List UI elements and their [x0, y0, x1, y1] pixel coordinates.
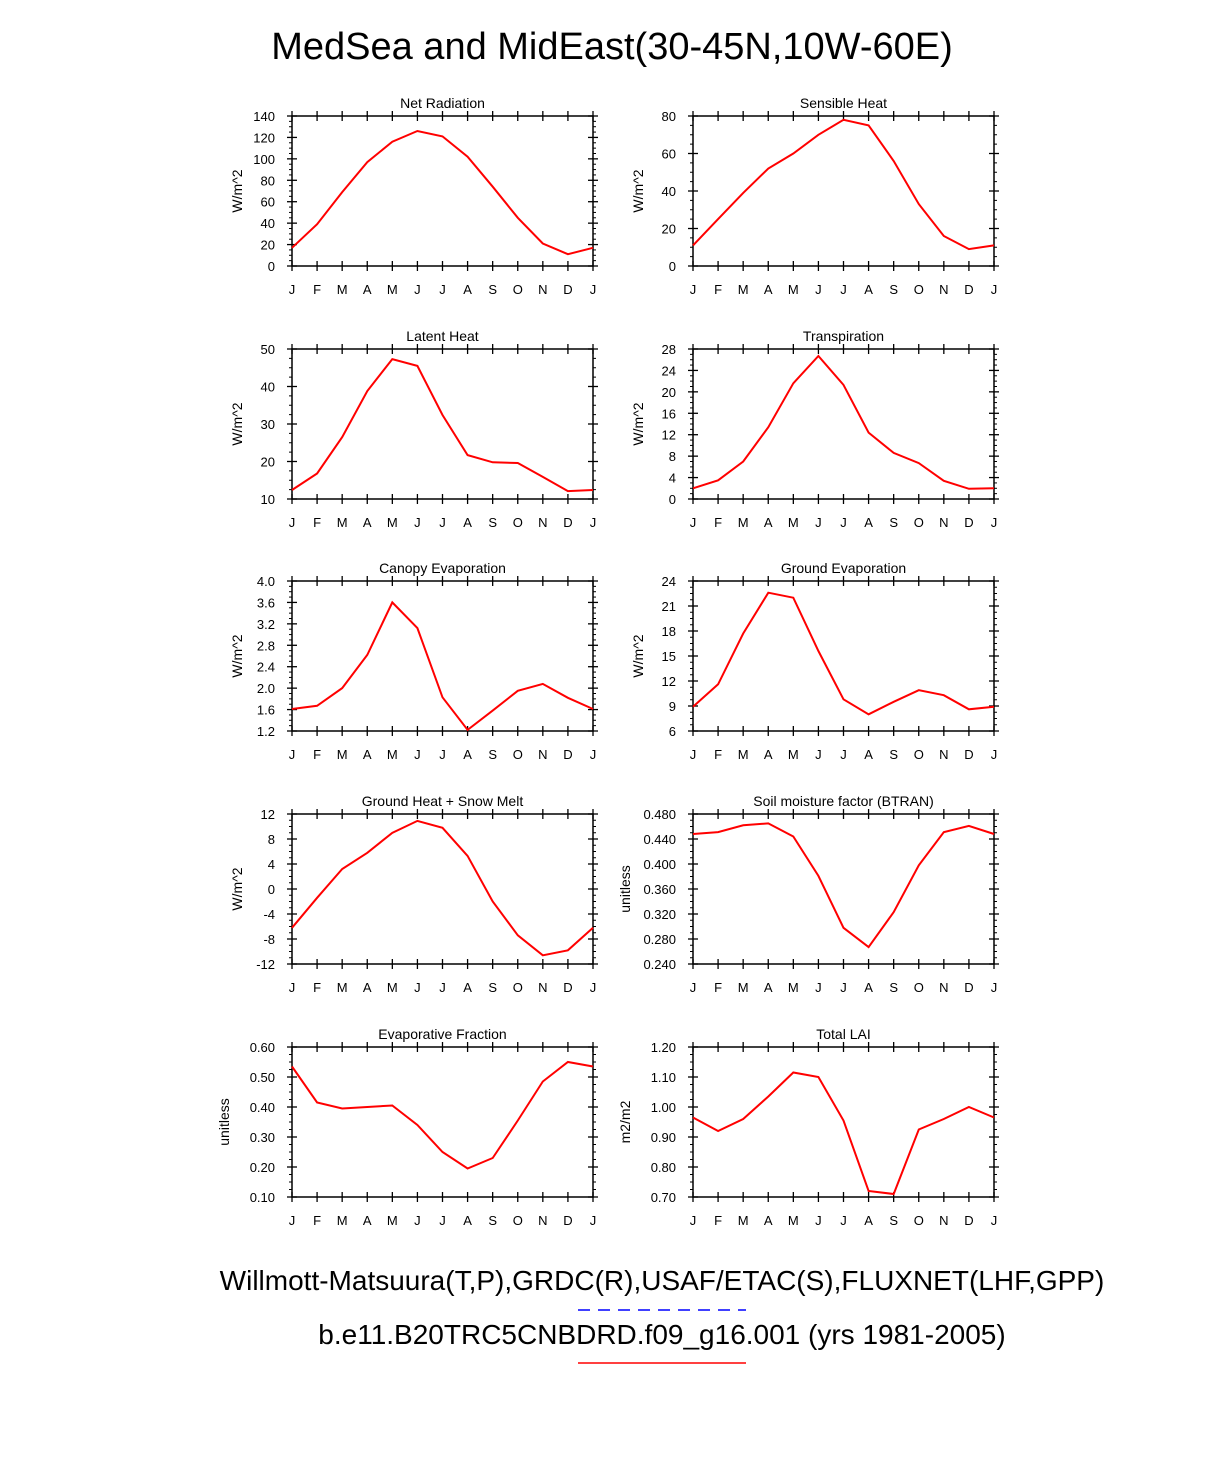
- x-tick-label: J: [689, 515, 697, 530]
- x-tick-label: M: [787, 282, 799, 297]
- x-tick-label: J: [815, 1213, 822, 1228]
- x-tick-label: D: [964, 980, 974, 995]
- y-tick-label: 0: [668, 492, 676, 507]
- y-tick-label: 0.400: [643, 857, 676, 872]
- panel-title: Sensible Heat: [799, 95, 888, 111]
- y-tick-label: 0.10: [249, 1190, 275, 1205]
- model-series-line: [693, 356, 994, 489]
- y-tick-label: 0.480: [643, 807, 676, 822]
- x-tick-label: J: [689, 980, 697, 995]
- panel-latent-heat: [229, 328, 598, 530]
- x-tick-label: F: [714, 747, 723, 762]
- x-tick-label: F: [313, 980, 322, 995]
- panel-soil-moisture-factor-btran-: [617, 793, 999, 995]
- x-tick-label: A: [864, 282, 873, 297]
- x-tick-label: F: [714, 515, 723, 530]
- x-tick-label: S: [889, 980, 899, 995]
- y-tick-label: 1.20: [650, 1040, 676, 1055]
- x-tick-label: A: [463, 282, 472, 297]
- y-tick-label: 3.6: [256, 595, 275, 611]
- y-axis-label: W/m^2: [229, 169, 245, 213]
- model-series-line: [693, 1073, 994, 1195]
- x-tick-label: J: [840, 282, 847, 297]
- y-tick-label: 0.360: [643, 882, 676, 897]
- panel-net-radiation: [229, 95, 598, 297]
- x-tick-label: A: [864, 747, 873, 762]
- x-tick-label: O: [913, 1213, 924, 1228]
- x-tick-label: J: [840, 747, 847, 762]
- y-tick-label: 28: [661, 342, 676, 357]
- y-tick-label: 0.40: [249, 1100, 275, 1115]
- x-tick-label: D: [563, 515, 573, 530]
- x-tick-label: J: [439, 980, 446, 995]
- y-tick-label: 20: [661, 221, 676, 237]
- plot-frame: [693, 349, 994, 499]
- y-tick-label: 12: [260, 807, 275, 822]
- x-tick-label: M: [737, 1213, 749, 1228]
- y-tick-label: -4: [263, 907, 275, 922]
- y-tick-label: 80: [661, 109, 676, 124]
- y-tick-label: 40: [260, 216, 275, 232]
- y-axis-label: W/m^2: [229, 867, 245, 911]
- y-tick-label: 4: [267, 857, 275, 872]
- x-tick-label: F: [714, 980, 723, 995]
- x-tick-label: D: [563, 747, 573, 762]
- y-tick-label: 0: [267, 259, 275, 274]
- x-tick-label: A: [763, 747, 773, 762]
- x-tick-label: S: [488, 515, 498, 530]
- x-tick-label: A: [362, 1213, 372, 1228]
- x-tick-label: J: [815, 747, 822, 762]
- x-tick-label: S: [488, 1213, 498, 1228]
- y-tick-label: 24: [661, 363, 676, 379]
- x-tick-label: M: [737, 515, 749, 530]
- x-tick-label: J: [689, 747, 697, 762]
- y-tick-label: 2.4: [256, 659, 275, 675]
- x-tick-label: M: [336, 282, 348, 297]
- x-tick-label: J: [414, 747, 421, 762]
- x-tick-label: S: [889, 747, 899, 762]
- x-tick-label: F: [714, 282, 723, 297]
- panel-canopy-evaporation: [229, 560, 598, 762]
- x-tick-label: S: [488, 980, 498, 995]
- x-tick-label: J: [439, 1213, 446, 1228]
- y-tick-label: 120: [253, 130, 275, 146]
- x-tick-label: A: [763, 515, 773, 530]
- y-tick-label: 0.440: [643, 832, 676, 847]
- x-tick-label: N: [939, 747, 949, 762]
- plot-frame: [292, 814, 593, 964]
- legend-label-observations: Willmott-Matsuura(T,P),GRDC(R),USAF/ETAC(S),FLUXNET(LHF,GPP): [219, 1265, 1105, 1296]
- y-tick-label: 4.0: [256, 574, 275, 589]
- y-tick-label: 30: [260, 417, 275, 432]
- y-tick-label: 10: [260, 492, 275, 507]
- x-tick-label: J: [990, 747, 998, 762]
- y-axis-label: m2/m2: [617, 1100, 633, 1144]
- x-tick-label: A: [463, 515, 472, 530]
- x-tick-label: J: [589, 980, 597, 995]
- x-tick-label: M: [336, 980, 348, 995]
- x-tick-label: J: [840, 980, 847, 995]
- model-series-line: [292, 131, 593, 254]
- panel-sensible-heat: [630, 95, 999, 297]
- x-tick-label: S: [889, 515, 899, 530]
- y-tick-label: 1.2: [256, 724, 275, 739]
- y-tick-label: 0.70: [650, 1190, 676, 1205]
- y-tick-label: 15: [661, 649, 676, 664]
- x-tick-label: A: [362, 747, 372, 762]
- x-tick-label: A: [864, 1213, 873, 1228]
- x-tick-label: J: [414, 282, 421, 297]
- y-tick-label: 100: [253, 151, 275, 167]
- plot-frame: [292, 349, 593, 499]
- x-tick-label: M: [787, 1213, 799, 1228]
- x-tick-label: O: [913, 747, 924, 762]
- y-tick-label: 9: [668, 699, 676, 714]
- x-tick-label: A: [463, 747, 472, 762]
- x-tick-label: O: [913, 515, 924, 530]
- x-tick-label: D: [563, 282, 573, 297]
- x-tick-label: J: [589, 515, 597, 530]
- x-tick-label: M: [336, 515, 348, 530]
- x-tick-label: D: [563, 1213, 573, 1228]
- y-tick-label: 12: [661, 427, 676, 443]
- y-tick-label: 0: [668, 259, 676, 274]
- y-axis-label: W/m^2: [229, 634, 245, 678]
- y-tick-label: 0.20: [249, 1160, 275, 1175]
- x-tick-label: O: [913, 980, 924, 995]
- x-tick-label: M: [737, 282, 749, 297]
- x-tick-label: F: [313, 747, 322, 762]
- x-tick-label: A: [763, 1213, 773, 1228]
- x-tick-label: A: [763, 282, 773, 297]
- x-tick-label: J: [990, 515, 998, 530]
- y-tick-label: -12: [256, 957, 275, 972]
- x-tick-label: N: [939, 1213, 949, 1228]
- model-series-line: [693, 823, 994, 947]
- model-series-line: [292, 821, 593, 955]
- plot-frame: [292, 581, 593, 731]
- y-tick-label: 20: [260, 454, 275, 470]
- y-tick-label: 0.320: [643, 907, 676, 922]
- y-tick-label: 0: [267, 882, 275, 897]
- x-tick-label: J: [689, 282, 697, 297]
- x-tick-label: S: [889, 1213, 899, 1228]
- y-tick-label: 16: [661, 406, 676, 422]
- x-tick-label: J: [990, 282, 998, 297]
- x-tick-label: J: [414, 1213, 421, 1228]
- y-tick-label: 0.280: [643, 932, 676, 947]
- model-series-line: [693, 120, 994, 249]
- y-tick-label: 0.50: [249, 1070, 275, 1085]
- x-tick-label: M: [787, 980, 799, 995]
- y-tick-label: 12: [661, 674, 676, 689]
- y-tick-label: 40: [661, 184, 676, 199]
- x-tick-label: N: [538, 282, 548, 297]
- x-tick-label: J: [439, 282, 446, 297]
- x-tick-label: J: [439, 515, 446, 530]
- x-tick-label: A: [362, 515, 372, 530]
- x-tick-label: J: [288, 1213, 296, 1228]
- x-tick-label: S: [488, 282, 498, 297]
- panel-title: Net Radiation: [400, 95, 485, 111]
- y-tick-label: 60: [661, 146, 676, 162]
- x-tick-label: M: [787, 747, 799, 762]
- panel-title: Latent Heat: [406, 328, 479, 344]
- y-tick-label: 0.90: [650, 1130, 676, 1145]
- y-tick-label: 0.80: [650, 1160, 676, 1175]
- plot-frame: [693, 116, 994, 266]
- y-tick-label: 1.00: [650, 1100, 676, 1115]
- x-tick-label: F: [714, 1213, 723, 1228]
- panel-total-lai: [617, 1026, 999, 1228]
- x-tick-label: J: [589, 282, 597, 297]
- x-tick-label: J: [288, 980, 296, 995]
- y-axis-label: W/m^2: [630, 402, 646, 446]
- x-tick-label: N: [939, 980, 949, 995]
- y-axis-label: W/m^2: [229, 402, 245, 446]
- x-tick-label: M: [737, 747, 749, 762]
- y-tick-label: 6: [668, 724, 676, 739]
- y-tick-label: 20: [260, 237, 275, 253]
- x-tick-label: O: [512, 747, 523, 762]
- x-tick-label: M: [336, 747, 348, 762]
- y-tick-label: 21: [661, 599, 676, 614]
- y-axis-label: W/m^2: [630, 169, 646, 213]
- x-tick-label: F: [313, 282, 322, 297]
- x-tick-label: J: [990, 980, 998, 995]
- y-axis-label: unitless: [216, 1098, 232, 1146]
- panel-evaporative-fraction: [216, 1026, 598, 1228]
- panel-transpiration: [630, 328, 999, 530]
- plot-frame: [693, 581, 994, 731]
- plot-frame: [292, 1047, 593, 1197]
- model-series-line: [292, 602, 593, 730]
- y-tick-label: -8: [263, 932, 275, 947]
- y-tick-label: 140: [253, 109, 275, 124]
- y-tick-label: 3.2: [256, 616, 275, 632]
- x-tick-label: J: [589, 747, 597, 762]
- y-axis-label: W/m^2: [630, 634, 646, 678]
- x-tick-label: M: [386, 1213, 398, 1228]
- panel-ground-heat-snow-melt: [229, 793, 598, 995]
- x-tick-label: N: [939, 515, 949, 530]
- x-tick-label: A: [763, 980, 773, 995]
- x-tick-label: M: [386, 282, 398, 297]
- plot-frame: [693, 814, 994, 964]
- panel-title: Canopy Evaporation: [379, 560, 506, 576]
- x-tick-label: M: [386, 515, 398, 530]
- x-tick-label: J: [815, 980, 822, 995]
- panel-ground-evaporation: [630, 560, 999, 762]
- x-tick-label: N: [939, 282, 949, 297]
- x-tick-label: M: [737, 980, 749, 995]
- panel-title: Ground Evaporation: [780, 560, 907, 576]
- model-series-line: [292, 359, 593, 491]
- panel-title: Transpiration: [802, 328, 885, 344]
- figure-title: MedSea and MidEast(30-45N,10W-60E): [271, 26, 953, 68]
- y-tick-label: 18: [661, 624, 676, 639]
- x-tick-label: J: [439, 747, 446, 762]
- x-tick-label: J: [414, 980, 421, 995]
- legend-label-model: b.e11.B20TRC5CNBDRD.f09_g16.001 (yrs 1981-2005): [318, 1319, 1006, 1350]
- y-tick-label: 50: [260, 342, 275, 357]
- y-tick-label: 80: [260, 173, 275, 189]
- x-tick-label: N: [538, 747, 548, 762]
- x-tick-label: F: [313, 515, 322, 530]
- x-tick-label: J: [288, 515, 296, 530]
- panel-title: Ground Heat + Snow Melt: [361, 793, 524, 809]
- x-tick-label: J: [288, 282, 296, 297]
- model-series-line: [292, 1062, 593, 1169]
- x-tick-label: O: [512, 1213, 523, 1228]
- y-tick-label: 4: [668, 470, 676, 486]
- x-tick-label: J: [815, 282, 822, 297]
- x-tick-label: M: [386, 747, 398, 762]
- x-tick-label: O: [512, 515, 523, 530]
- x-tick-label: D: [964, 515, 974, 530]
- x-tick-label: D: [964, 282, 974, 297]
- x-tick-label: A: [362, 980, 372, 995]
- x-tick-label: M: [787, 515, 799, 530]
- x-tick-label: J: [840, 515, 847, 530]
- y-tick-label: 1.10: [650, 1070, 676, 1085]
- x-tick-label: A: [864, 980, 873, 995]
- x-tick-label: O: [913, 282, 924, 297]
- x-tick-label: J: [288, 747, 296, 762]
- x-tick-label: A: [864, 515, 873, 530]
- x-tick-label: J: [589, 1213, 597, 1228]
- panel-title: Evaporative Fraction: [378, 1026, 507, 1042]
- plot-frame: [292, 116, 593, 266]
- y-tick-label: 2.8: [256, 638, 275, 654]
- x-tick-label: A: [362, 282, 372, 297]
- y-tick-label: 0.60: [249, 1040, 275, 1055]
- x-tick-label: J: [414, 515, 421, 530]
- y-tick-label: 40: [260, 379, 275, 395]
- x-tick-label: N: [538, 1213, 548, 1228]
- y-tick-label: 24: [661, 574, 676, 589]
- x-tick-label: F: [313, 1213, 322, 1228]
- y-tick-label: 0.30: [249, 1130, 275, 1145]
- y-tick-label: 20: [661, 384, 676, 400]
- y-tick-label: 2.0: [256, 681, 275, 697]
- x-tick-label: J: [840, 1213, 847, 1228]
- x-tick-label: O: [512, 980, 523, 995]
- panel-title: Soil moisture factor (BTRAN): [753, 793, 934, 809]
- x-tick-label: S: [889, 282, 899, 297]
- x-tick-label: D: [964, 747, 974, 762]
- x-tick-label: O: [512, 282, 523, 297]
- x-tick-label: J: [815, 515, 822, 530]
- x-tick-label: J: [689, 1213, 697, 1228]
- x-tick-label: D: [964, 1213, 974, 1228]
- x-tick-label: N: [538, 980, 548, 995]
- x-tick-label: A: [463, 1213, 472, 1228]
- x-tick-label: S: [488, 747, 498, 762]
- y-tick-label: 8: [668, 449, 676, 465]
- panel-title: Total LAI: [816, 1026, 871, 1042]
- x-tick-label: M: [386, 980, 398, 995]
- x-tick-label: D: [563, 980, 573, 995]
- y-tick-label: 0.240: [643, 957, 676, 972]
- y-tick-label: 1.6: [256, 702, 275, 718]
- x-tick-label: M: [336, 1213, 348, 1228]
- x-tick-label: J: [990, 1213, 998, 1228]
- y-axis-label: unitless: [617, 865, 633, 913]
- model-series-line: [693, 593, 994, 715]
- x-tick-label: A: [463, 980, 472, 995]
- y-tick-label: 8: [267, 832, 275, 847]
- y-tick-label: 60: [260, 194, 275, 210]
- x-tick-label: N: [538, 515, 548, 530]
